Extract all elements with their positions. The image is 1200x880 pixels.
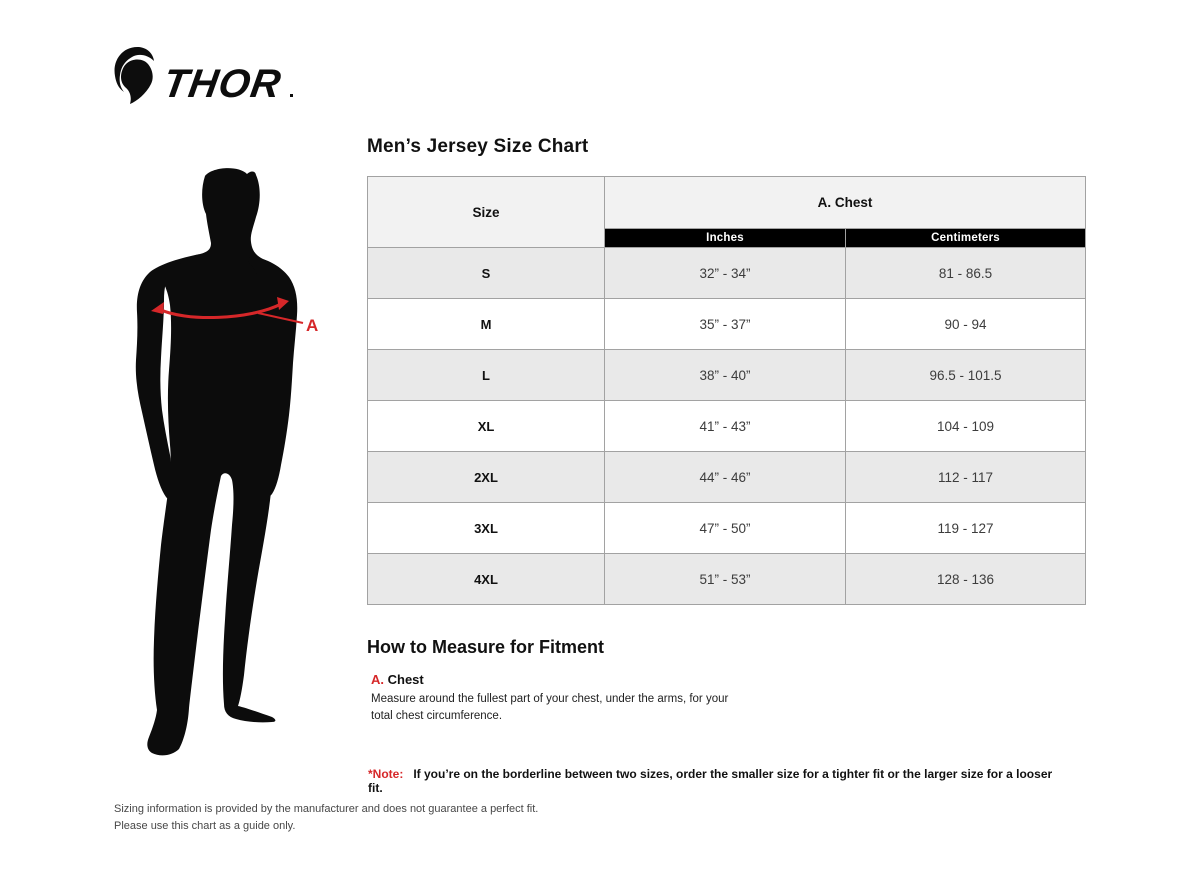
disclaimer-line-2: Please use this chart as a guide only. — [114, 819, 296, 832]
table-row-s — [368, 248, 1086, 299]
sizing-note — [368, 767, 1068, 795]
col-header-inches: Inches — [605, 229, 846, 248]
thor-logo-graphic — [112, 44, 297, 108]
inches-cell: 44” - 46” — [605, 452, 846, 503]
body-silhouette-figure — [120, 160, 335, 772]
measure-item-chest — [371, 672, 743, 725]
size-chart-table — [367, 176, 1086, 605]
logo-wordmark-text — [160, 61, 284, 106]
disclaimer-line-1: Sizing information is provided by the manufacturer and does not guarantee a perfect fit. — [114, 803, 539, 815]
size-cell: L — [368, 350, 605, 401]
note-text: If you’re on the borderline between two sizes, order the smaller size for a tighter fit or the larger size for a looser fit. — [368, 767, 1053, 795]
measure-item-label: Chest — [387, 672, 424, 687]
body-silhouette-svg — [120, 160, 335, 772]
inches-cell: 41” - 43” — [605, 401, 846, 452]
size-cell: XL — [368, 401, 605, 452]
cm-cell: 128 - 136 — [846, 554, 1086, 605]
cm-cell: 119 - 127 — [846, 503, 1086, 554]
thor-logo — [112, 44, 297, 108]
size-chart-title: Men’s Jersey Size Chart — [367, 136, 589, 157]
size-cell: 4XL — [368, 554, 605, 605]
col-header-size: Size — [368, 177, 605, 248]
inches-cell: 51” - 53” — [605, 554, 846, 605]
size-cell: 3XL — [368, 503, 605, 554]
footer-disclaimer — [114, 801, 538, 834]
measure-item-title — [371, 672, 743, 687]
col-header-centimeters: Centimeters — [846, 229, 1086, 248]
table-row-2xl — [368, 452, 1086, 503]
inches-cell: 47” - 50” — [605, 503, 846, 554]
table-row-m — [368, 299, 1086, 350]
inches-cell: 32” - 34” — [605, 248, 846, 299]
chest-marker-label: A — [306, 316, 319, 335]
measure-item-key: A. — [371, 672, 384, 687]
size-cell: 2XL — [368, 452, 605, 503]
goat-head-icon — [115, 47, 154, 104]
size-cell: S — [368, 248, 605, 299]
cm-cell: 96.5 - 101.5 — [846, 350, 1086, 401]
measure-item-description: Measure around the fullest part of your chest, under the arms, for your total chest circumference. — [371, 693, 729, 723]
cm-cell: 104 - 109 — [846, 401, 1086, 452]
table-row-3xl — [368, 503, 1086, 554]
logo-trademark-dot — [290, 94, 293, 97]
inches-cell: 38” - 40” — [605, 350, 846, 401]
table-row-l — [368, 350, 1086, 401]
size-chart-table-container — [367, 176, 1086, 605]
note-label: *Note: — [368, 767, 404, 781]
inches-cell: 35” - 37” — [605, 299, 846, 350]
cm-cell: 90 - 94 — [846, 299, 1086, 350]
table-row-xl — [368, 401, 1086, 452]
logo-wordmark: THOR — [160, 61, 285, 106]
cm-cell: 112 - 117 — [846, 452, 1086, 503]
size-cell: M — [368, 299, 605, 350]
male-silhouette — [136, 168, 297, 755]
table-row-4xl — [368, 554, 1086, 605]
col-header-chest-group: A. Chest — [605, 177, 1086, 229]
cm-cell: 81 - 86.5 — [846, 248, 1086, 299]
measure-heading: How to Measure for Fitment — [367, 637, 605, 657]
